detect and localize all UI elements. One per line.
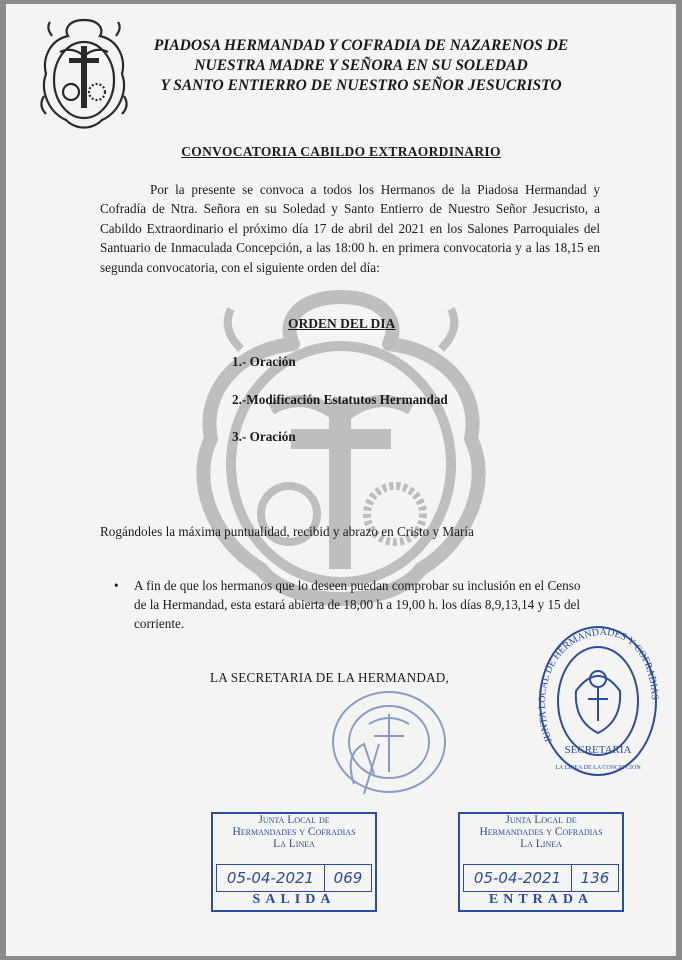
brotherhood-header xyxy=(136,36,586,96)
outgoing-registry-stamp xyxy=(211,812,377,912)
svg-text:JUNTA LOCAL DE HERMANDADES Y C xyxy=(537,627,660,744)
stamp-kind: ENTRADA xyxy=(488,892,594,907)
stamp-line-1: Junta Local de xyxy=(505,814,577,826)
census-note-text: A fin de que los hermanos que lo deseen puedan comprobar su inclusión en el Censo de la Hermandad, esta estará abierta de 18,00 h a 19,00 h. los días 8,9,13,14 y 15 del corriente. xyxy=(134,578,581,631)
convocation-paragraph xyxy=(100,180,600,277)
brotherhood-emblem-logo xyxy=(38,16,130,132)
stamp-line-3: La Linea xyxy=(520,838,562,850)
incoming-registry-stamp xyxy=(458,812,624,912)
bullet-icon: • xyxy=(114,578,119,593)
convocation-text: Por la presente se convoca a todos los Hermanos de la Piadosa Hermandad y Cofradía de Ntra. Señora en su Soledad y Santo Entierro de Nuestro Señor Jesucristo, a Cabildo Extraordinario el próximo día 17 de abril del 2021 en los Salones Parroquiales del Santuario de Inmaculada Concepción, a las 18:00 h. en primera convocatoria y a las 18,15 en segunda convocatoria, con el siguiente orden del día: xyxy=(100,182,600,275)
header-line-2: NUESTRA MADRE Y SEÑORA EN SU SOLEDAD xyxy=(194,57,528,74)
stamp-date: 05-04-2021 xyxy=(217,865,325,891)
stamp-date-row xyxy=(463,864,619,892)
stamp-line-2: Hermandades y Cofradias xyxy=(232,826,356,838)
closing-line: Rogándoles la máxima puntualidad, recibid y abrazo en Cristo y María xyxy=(100,524,474,539)
agenda-item-3: 3.- Oración xyxy=(232,429,296,444)
document-page xyxy=(6,4,676,956)
agenda-title: ORDEN DEL DIA xyxy=(288,316,396,331)
stamp-line-2: Hermandades y Cofradias xyxy=(479,826,603,838)
stamp-number: 069 xyxy=(333,869,363,887)
stamp-number: 136 xyxy=(580,869,610,887)
oval-stamp-ring-text: JUNTA LOCAL DE HERMANDADES Y COFRADIAS xyxy=(536,626,660,744)
document-title: CONVOCATORIA CABILDO EXTRAORDINARIO xyxy=(181,144,501,159)
secretary-oval-stamp xyxy=(536,621,660,781)
agenda-item-2: 2.-Modificación Estatutos Hermandad xyxy=(232,392,448,407)
brotherhood-seal-stamp xyxy=(324,684,454,800)
header-line-3: Y SANTO ENTIERRO DE NUESTRO SEÑOR JESUCRISTO xyxy=(160,77,562,94)
oval-stamp-center-text: SECRETARIA xyxy=(564,744,632,756)
stamp-date: 05-04-2021 xyxy=(464,865,572,891)
agenda-item-1: 1.- Oración xyxy=(232,354,296,369)
emblem-watermark xyxy=(181,289,501,619)
stamp-date-row xyxy=(216,864,372,892)
census-note xyxy=(114,576,594,633)
stamp-kind: SALIDA xyxy=(252,892,336,907)
stamp-line-1: Junta Local de xyxy=(258,814,330,826)
signature-line: LA SECRETARIA DE LA HERMANDAD, xyxy=(210,670,450,685)
header-line-1: PIADOSA HERMANDAD Y COFRADIA DE NAZARENOS DE xyxy=(153,37,569,54)
oval-stamp-bottom-text: LA LINEA DE LA CONCEPCION xyxy=(555,765,641,771)
stamp-line-3: La Linea xyxy=(273,838,315,850)
